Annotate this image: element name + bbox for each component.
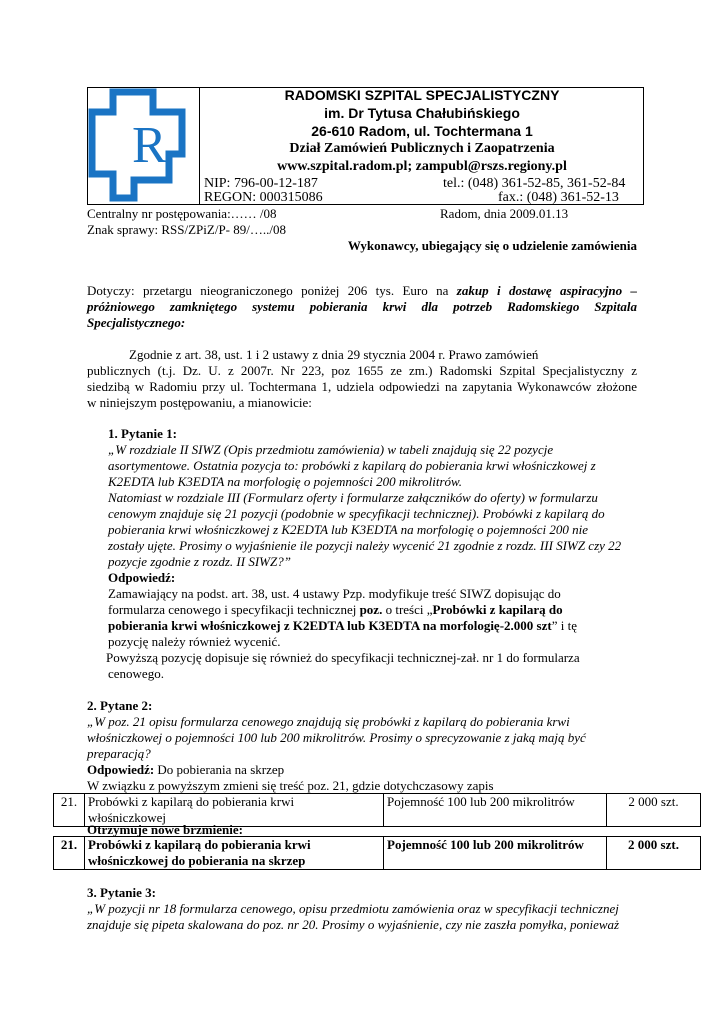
cell-no: 21.	[54, 794, 85, 827]
letterhead	[87, 87, 644, 205]
cell-qty: 2 000 szt.	[607, 837, 701, 870]
cell-capacity: Pojemność 100 lub 200 mikrolitrów	[384, 837, 607, 870]
svg-text:R: R	[132, 117, 167, 174]
phone: tel.: (048) 361-52-85, 361-52-84	[443, 176, 626, 191]
q1-answer-line: formularza cenowego i specyfikacji technicznej poz. o treści „Probówki z kapilarą do	[108, 602, 563, 617]
intro-line-4: w niniejszym postępowaniu, a mianowicie:	[87, 395, 312, 410]
q2-title: 2. Pytane 2:	[87, 698, 153, 713]
q2-question-line: włośniczkowej o pojemności 100 lub 200 mikrolitrów. Prosimy o sprecyzowanie z jaką mają być	[87, 730, 586, 745]
q1-answer-label: Odpowiedź:	[108, 570, 176, 585]
subject-line-3: Specjalistycznego:	[87, 315, 186, 330]
intro-line-3: siedzibą w Radomiu przy ul. Tochtermana 1, udziela odpowiedzi na zapytania Wykonawców złożone	[87, 379, 637, 394]
regon: REGON: 000315086	[204, 190, 323, 205]
q1-question-line: pozycje zgodnie z rozdz. II SIWZ?”	[108, 554, 291, 569]
q2-question-line: „W poz. 21 opisu formularza cenowego znajdują się probówki z kapilarą do pobierania krwi	[87, 714, 570, 729]
hospital-logo-icon	[88, 88, 198, 204]
q1-question-line: „W rozdziale II SIWZ (Opis przedmiotu zamówienia) w tabeli znajdują się 22 pozycje	[108, 442, 554, 457]
case-number: Znak sprawy: RSS/ZPiZ/P- 89/…../08	[87, 222, 286, 237]
hospital-address: 26-610 Radom, ul. Tochtermana 1	[311, 123, 533, 139]
q1-question-line: cenowym znajduje się 21 pozycji (podobnie w specyfikacji technicznej). Probówki z kapilarą do	[108, 506, 605, 521]
fax: fax.: (048) 361-52-13	[498, 190, 619, 205]
cell-no: 21.	[54, 837, 85, 870]
q1-answer-line: Zamawiający na podst. art. 38, ust. 4 ustawy Pzp. modyfikuje treść SIWZ dopisując do	[108, 586, 561, 601]
q1-answer-line: Powyższą pozycję dopisuje się również do specyfikacji technicznej-zał. nr 1 do formularza	[106, 650, 580, 665]
q1-question-line: asortymentowe. Ostatnia pozycja to: probówki z kapilarą do pobierania krwi włośniczkowej z	[108, 458, 596, 473]
subject-line-1: Dotyczy: przetargu nieograniczonego poniżej 206 tys. Euro na zakup i dostawę aspiracyjno –	[87, 283, 638, 298]
hospital-name: RADOMSKI SZPITAL SPECJALISTYCZNY	[284, 87, 560, 103]
q1-answer-line: pozycję należy również wycenić.	[108, 634, 281, 649]
q1-question-line: zostały ujęte. Prosimy o wyjaśnienie ile pozycji należy wycenić 21 zgodnie z rozdz. III SIWZ czy 22	[108, 538, 622, 553]
q1-question-line: K2EDTA lub K3EDTA na morfologię o pojemności 200 mikrolitrów.	[108, 474, 463, 489]
new-wording-label: Otrzymuje nowe brzmienie:	[87, 822, 243, 837]
intro-line-1: Zgodnie z art. 38, ust. 1 i 2 ustawy z dnia 29 stycznia 2004 r. Prawo zamówień	[129, 347, 539, 362]
q3-question-line: „W pozycji nr 18 formularza cenowego, opisu przedmiotu zamówienia oraz w specyfikacji technicznej	[87, 901, 619, 916]
q1-question-line: pobierania krwi włośniczkowej z K2EDTA lub K3EDTA na morfologię o pojemności 200 nie	[108, 522, 589, 537]
table-row	[54, 837, 701, 870]
addressee: Wykonawcy, ubiegający się o udzielenie zamówienia	[347, 238, 637, 253]
q1-title: 1. Pytanie 1:	[108, 426, 177, 441]
q2-change-note: W związku z powyższym zmieni się treść poz. 21, gdzie dotychczasowy zapis	[87, 778, 494, 793]
hospital-patron: im. Dr Tytusa Chałubińskiego	[324, 105, 520, 121]
q2-question-line: preparacją?	[87, 746, 151, 761]
department-name: Dział Zamówień Publicznych i Zaopatrzenia	[289, 141, 555, 156]
cell-name: Probówki z kapilarą do pobierania krwi włośniczkowej do pobierania na skrzep	[85, 837, 384, 870]
cell-qty: 2 000 szt.	[607, 794, 701, 827]
q2-answer: Odpowiedź: Do pobierania na skrzep	[87, 762, 285, 777]
intro-line-2: publicznych (t.j. Dz. U. z 2007r. Nr 223, poz 1655 ze zm.) Radomski Szpital Specjalistyczny z	[87, 363, 637, 378]
contact-web: www.szpital.radom.pl; zampubl@rszs.regiony.pl	[277, 159, 567, 174]
central-number: Centralny nr postępowania:…… /08	[87, 206, 277, 221]
q3-question-line: znajduje się pipeta skalowana do poz. nr 20. Prosimy o wyjaśnienie, czy nie zaszła pomyłka, ponieważ	[87, 917, 620, 932]
cell-capacity: Pojemność 100 lub 200 mikrolitrów	[384, 794, 607, 827]
q1-question-line: Natomiast w rozdziale III (Formularz oferty i formularze załączników do oferty) w formularzu	[108, 490, 598, 505]
q3-title: 3. Pytanie 3:	[87, 885, 156, 900]
q1-answer-line: cenowego.	[108, 666, 164, 681]
subject-line-2: próżniowego zamkniętego systemu pobierania krwi dla potrzeb Radomskiego Szpitala	[87, 299, 637, 314]
new-entry-table	[53, 836, 701, 870]
cell-name: Probówki z kapilarą do pobierania krwi włośniczkowej	[85, 794, 384, 827]
letter-date: Radom, dnia 2009.01.13	[440, 206, 569, 221]
q1-answer-line: pobierania krwi włośniczkowej z K2EDTA lub K3EDTA na morfologię-2.000 szt” i tę	[108, 618, 577, 633]
nip: NIP: 796-00-12-187	[204, 176, 318, 191]
